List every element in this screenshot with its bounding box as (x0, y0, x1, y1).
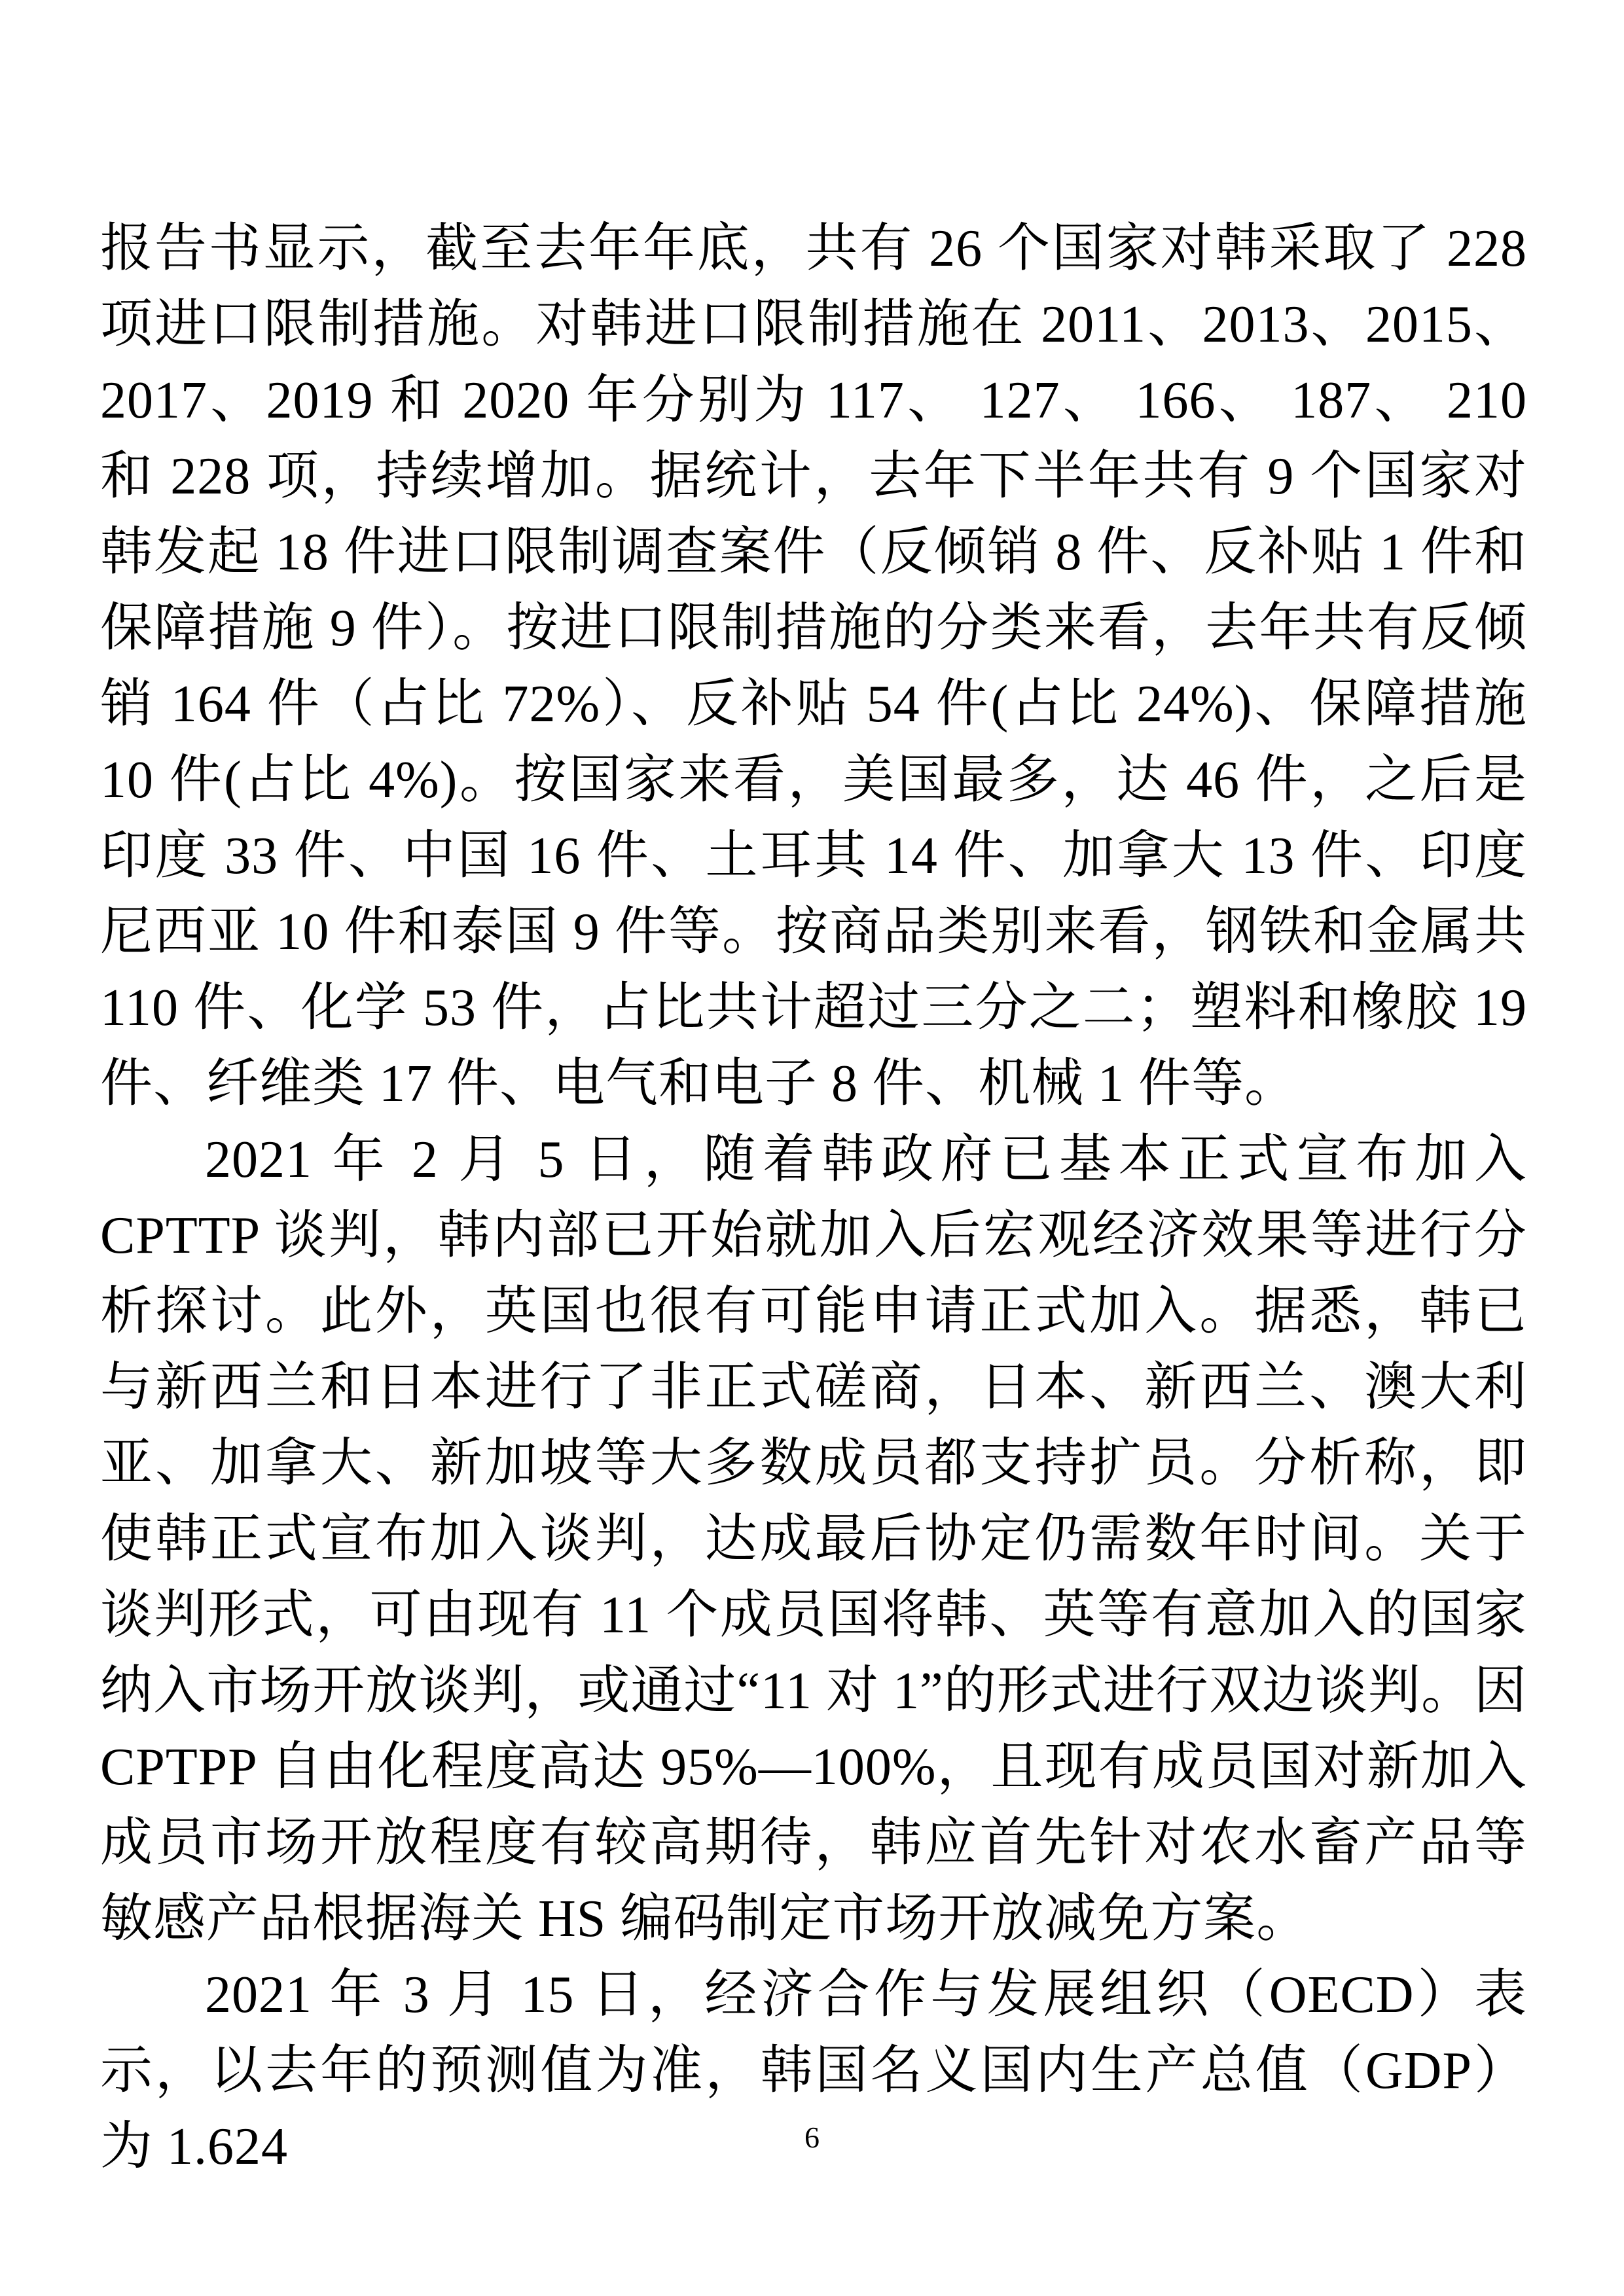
paragraph-3: 2021 年 3 月 15 日，经济合作与发展组织（OECD）表示，以去年的预测值为准，韩国名义国内生产总值（GDP）为 1.624 (100, 1966, 1527, 2176)
page-number: 6 (804, 2121, 820, 2154)
page-body-text (100, 211, 1527, 2185)
paragraph-1: 报告书显示，截至去年年底，共有 26 个国家对韩采取了 228 项进口限制措施。对韩进口限制措施在 2011、2013、2015、2017、2019 和 2020 年分别为 117、 127、 166、 187、 210 和 228 项，持续增加。据统计，去年下半年共有 9 个国家对韩发起 18 件进口限制调查案件（反倾销 8 件、反补贴 1 件和保障措施 9 件）。按进口限制措施的分类来看，去年共有反倾销 164 件（占比 72%）、反补贴 54 件(占比 24%)、保障措施 10 件(占比 4%)。按国家来看，美国最多，达 46 件，之后是印度 33 件、中国 16 件、土耳其 14 件、加拿大 13 件、印度尼西亚 10 件和泰国 9 件等。按商品类别来看，钢铁和金属共 110 件、化学 53 件，占比共计超过三分之二；塑料和橡胶 19 件、纤维类 17 件、电气和电子 8 件、机械 1 件等。 (100, 220, 1527, 1113)
paragraph-2: 2021 年 2 月 5 日，随着韩政府已基本正式宣布加入 CPTTP 谈判，韩内部已开始就加入后宏观经济效果等进行分析探讨。此外，英国也很有可能申请正式加入。据悉，韩已与新西兰和日本进行了非正式磋商，日本、新西兰、澳大利亚、加拿大、新加坡等大多数成员都支持扩员。分析称，即使韩正式宣布加入谈判，达成最后协定仍需数年时间。关于谈判形式，可由现有 11 个成员国将韩、英等有意加入的国家纳入市场开放谈判，或通过“11 对 1”的形式进行双边谈判。因 CPTPP 自由化程度高达 95%—100%，且现有成员国对新加入成员市场开放程度有较高期待，韩应首先针对农水畜产品等敏感产品根据海关 HS 编码制定市场开放减免方案。 (100, 1131, 1527, 1948)
